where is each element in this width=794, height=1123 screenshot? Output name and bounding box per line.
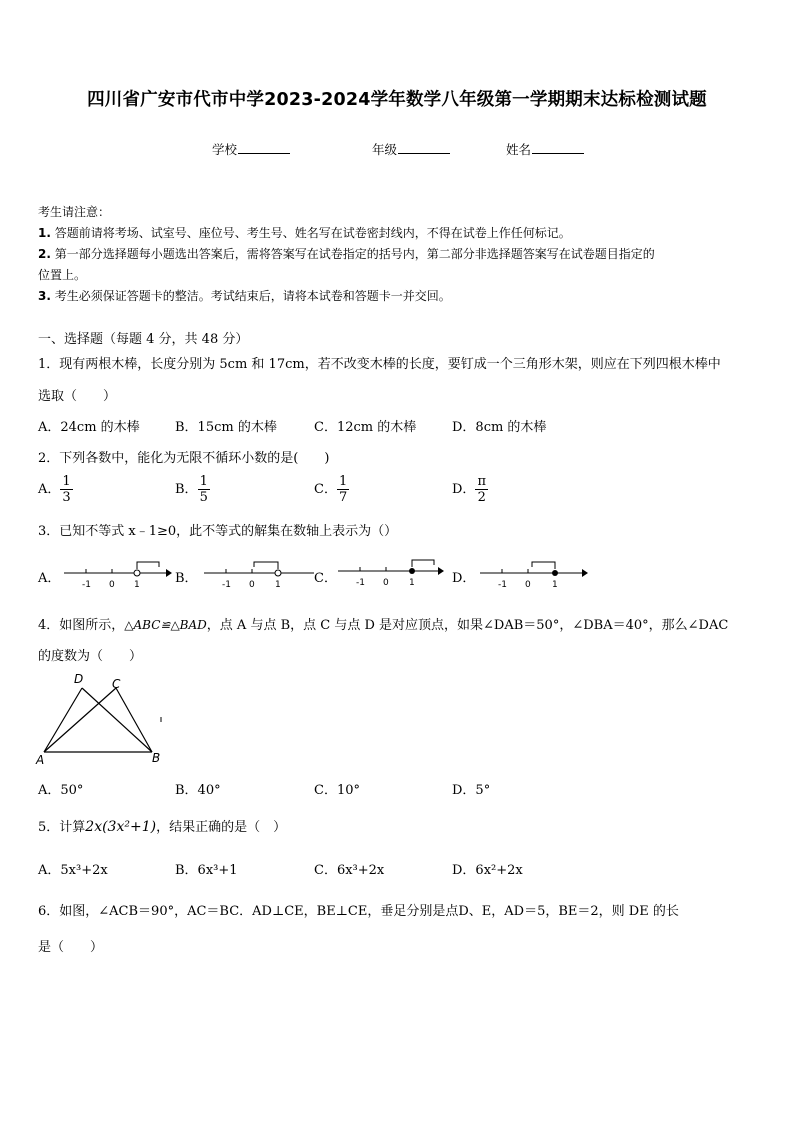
- notice-item-2-cont: 位置上。: [38, 268, 87, 282]
- school-label: 学校: [212, 142, 238, 157]
- tick-label: -1: [498, 580, 507, 590]
- q2-option-a[interactable]: A． $\frac{1}{3}$: [38, 474, 71, 505]
- q1-option-c[interactable]: C．12cm 的木棒: [314, 420, 417, 435]
- grade-label: 年级: [372, 142, 398, 157]
- tick-label: 0: [525, 580, 531, 590]
- q5-stem: 5．计算2x(3x²+1)，结果正确的是（ ）: [38, 819, 287, 835]
- q1-option-a[interactable]: A．24cm 的木棒: [38, 420, 140, 435]
- notice-heading: 考生请注意：: [38, 205, 111, 219]
- tick-label: 1: [134, 580, 140, 590]
- q4-option-c[interactable]: C．10°: [314, 783, 360, 798]
- q3-number-line-d: [478, 557, 590, 591]
- school-field: [212, 140, 290, 158]
- notice-item-1: 1. 答题前请将考场、试室号、座位号、考生号、姓名写在试卷密封线内，不得在试卷上作任何标记。: [38, 226, 571, 240]
- q5-option-c[interactable]: C．6x³+2x: [314, 863, 385, 878]
- vertex-label-c: C: [112, 677, 121, 691]
- name-label: 姓名: [506, 142, 532, 157]
- tick-label: 1: [552, 580, 558, 590]
- tick-label: 1: [275, 580, 281, 590]
- tick-label: -1: [82, 580, 91, 590]
- fraction: $\frac{1}{3}$: [62, 474, 71, 505]
- q5-option-b[interactable]: B．6x³+1: [175, 863, 238, 878]
- notice-item-3: 3. 考生必须保证答题卡的整洁。考试结束后，请将本试卷和答题卡一并交回。: [38, 289, 451, 303]
- q6-stem: 6．如图，∠ACB＝90°，AC＝BC．AD⊥CE，BE⊥CE，垂足分别是点D、E，AD＝5，BE＝2，则 DE 的长: [38, 904, 679, 919]
- school-blank[interactable]: [238, 141, 290, 154]
- tick-label: 1: [409, 578, 415, 588]
- q3-stem: 3．已知不等式 x﹣1≥0，此不等式的解集在数轴上表示为（）: [38, 524, 398, 539]
- q2-stem: 2．下列各数中，能化为无限不循环小数的是( ): [38, 451, 330, 466]
- q5-option-d[interactable]: D．6x²+2x: [452, 863, 523, 878]
- tick-label: 0: [249, 580, 255, 590]
- notice-item-2: 2. 第一部分选择题每小题选出答案后，需将答案写在试卷指定的括号内，第二部分非选择题答案写在试卷题目指定的: [38, 247, 655, 261]
- vertex-label-a: A: [36, 753, 45, 767]
- q3-option-a-label[interactable]: A．: [38, 571, 61, 586]
- q1-option-d[interactable]: D．8cm 的木棒: [452, 420, 547, 435]
- tick-label: 0: [383, 578, 389, 588]
- q4-stem-cont: 的度数为（ ）: [38, 649, 143, 664]
- q2-option-d[interactable]: D． $\frac{\pi}{2}$: [452, 474, 486, 505]
- q1-stem-cont: 选取（ ）: [38, 389, 117, 404]
- q5-option-a[interactable]: A．5x³+2x: [38, 863, 108, 878]
- page-title: 四川省广安市代市中学2023-2024学年数学八年级第一学期期末达标检测试题: [87, 90, 707, 110]
- q4-option-b[interactable]: B．40°: [175, 783, 221, 798]
- section-heading: 一、选择题（每题 4 分，共 48 分）: [38, 332, 249, 347]
- fraction: $\frac{1}{7}$: [338, 474, 348, 505]
- grade-blank[interactable]: [398, 141, 450, 154]
- q3-number-line-a: [62, 557, 172, 591]
- q3-option-d-label[interactable]: D．: [452, 571, 476, 586]
- name-blank[interactable]: [532, 141, 584, 154]
- tick-label: -1: [356, 578, 365, 588]
- vertex-label-d: D: [74, 672, 84, 686]
- name-field: [506, 140, 584, 158]
- q4-option-d[interactable]: D．5°: [452, 783, 491, 798]
- q6-stem-cont: 是（ ）: [38, 940, 104, 955]
- tick-label: 0: [109, 580, 115, 590]
- q2-option-c[interactable]: C． $\frac{1}{7}$: [314, 474, 348, 505]
- q3-option-c-label[interactable]: C．: [314, 571, 337, 586]
- tick-label: -1: [222, 580, 231, 590]
- q4-option-a[interactable]: A．50°: [38, 783, 84, 798]
- q1-stem: 1．现有两根木棒，长度分别为 5cm 和 17cm，若不改变木棒的长度，要钉成一个三角形木架，则应在下列四根木棒中: [38, 357, 721, 372]
- q4-triangle-figure: [34, 668, 168, 768]
- q3-option-b-label[interactable]: B．: [175, 571, 198, 586]
- q3-number-line-c: [336, 557, 446, 591]
- vertex-label-b: B: [152, 751, 161, 765]
- fraction: $\frac{1}{5}$: [199, 474, 208, 505]
- q1-option-b[interactable]: B．15cm 的木棒: [175, 420, 277, 435]
- q3-number-line-b: [202, 557, 314, 591]
- grade-field: [372, 140, 450, 158]
- q2-option-b[interactable]: B． $\frac{1}{5}$: [175, 474, 208, 505]
- fraction: $\frac{\pi}{2}$: [477, 474, 486, 505]
- q4-stem: 4．如图所示，△ABC≌△BAD，点 A 与点 B，点 C 与点 D 是对应顶点，如果∠DAB＝50°，∠DBA＝40°，那么∠DAC: [38, 618, 729, 633]
- q5-expression: 2x(3x²+1): [85, 819, 157, 835]
